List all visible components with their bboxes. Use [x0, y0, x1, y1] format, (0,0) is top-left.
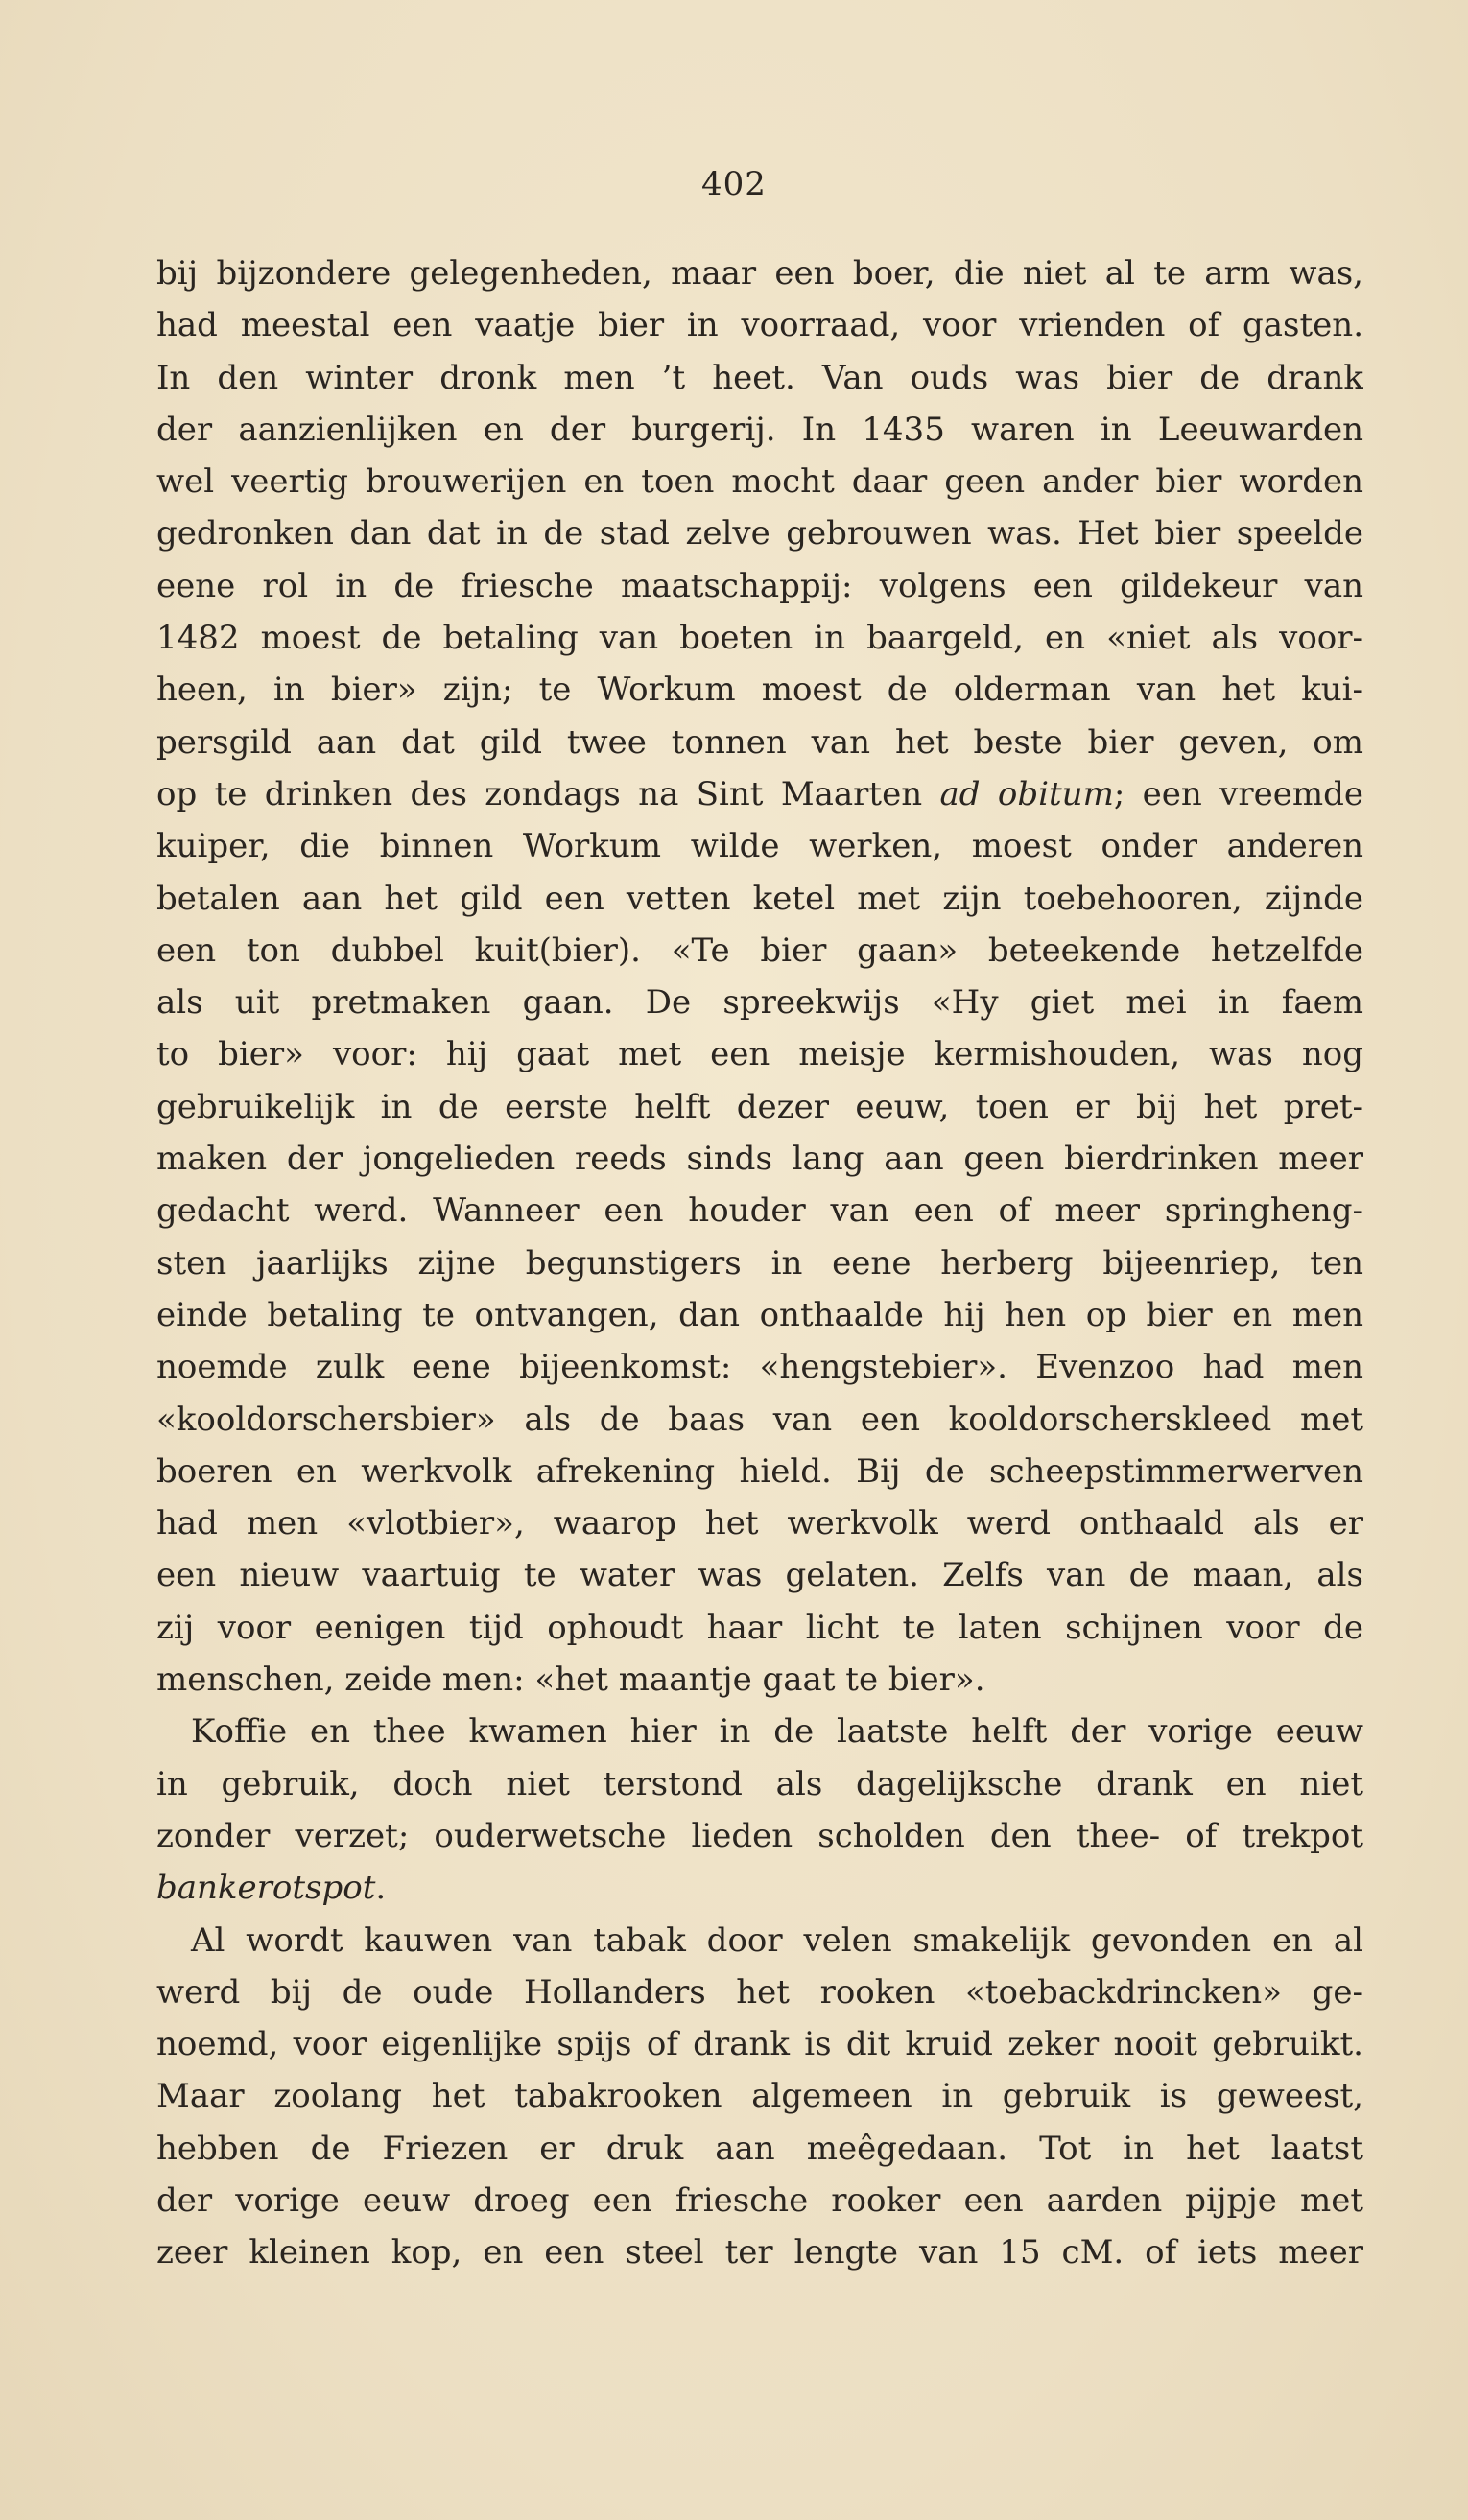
- line-text: «kooldorschersbier» als de baas van een kooldorscherskleed met: [156, 1400, 1363, 1439]
- text-line: [156, 717, 1363, 768]
- line-text: een nieuw vaartuig te water was gelaten. Zelfs van de maan, als: [156, 1556, 1363, 1595]
- text-line: [156, 1081, 1363, 1133]
- text-line: [156, 1602, 1363, 1654]
- text-line: [156, 1758, 1363, 1810]
- text-line: [156, 1654, 1363, 1706]
- line-text: zonder verzet; ouderwetsche lieden scholden den thee- of trekpot: [156, 1816, 1363, 1855]
- text-line: [156, 768, 1363, 820]
- text-line: [156, 404, 1363, 456]
- text-line: [156, 1497, 1363, 1549]
- line-text: betalen aan het gild een vetten ketel met zijn toebehooren, zijnde: [156, 879, 1363, 918]
- line-text: to bier» voor: hij gaat met een meisje kermishouden, was nog: [156, 1035, 1363, 1074]
- line-text: sten jaarlijks zijne begunstigers in eene herberg bijeenriep, ten: [156, 1243, 1363, 1283]
- text-line: [156, 299, 1363, 351]
- line-text: Al wordt kauwen van tabak door velen smakelijk gevonden en al: [191, 1920, 1363, 1960]
- line-text: Koffie en thee kwamen hier in de laatste helft der vorige eeuw: [191, 1712, 1363, 1752]
- italic-text: bankerotspot: [156, 1869, 376, 1908]
- text-line: [156, 2175, 1363, 2226]
- line-text: der aanzienlijken en der burgerij. In 1435 waren in Leeuwarden: [156, 410, 1363, 449]
- text-line: [156, 1967, 1363, 2018]
- text-line: [156, 1341, 1363, 1393]
- text-line: [156, 2018, 1363, 2070]
- line-text: zeer kleinen kop, en een steel ter lengte van 15 cM. of iets meer: [156, 2233, 1363, 2273]
- text-line: [156, 1028, 1363, 1080]
- text-line: [156, 1394, 1363, 1446]
- text-line: [156, 2123, 1363, 2175]
- text-line: [156, 456, 1363, 507]
- body-text: [156, 247, 1363, 2279]
- text-line: [156, 1185, 1363, 1236]
- line-text: hebben de Friezen er druk aan meêgedaan. Tot in het laatst: [156, 2129, 1363, 2168]
- line-text: boeren en werkvolk afrekening hield. Bij de scheepstimmerwerven: [156, 1451, 1363, 1491]
- text-line: [156, 2070, 1363, 2122]
- line-text: zij voor eenigen tijd ophoudt haar licht te laten schijnen voor de: [156, 1608, 1363, 1647]
- line-text: Maar zoolang het tabakrooken algemeen in gebruik is geweest,: [156, 2077, 1363, 2116]
- line-text: in gebruik, doch niet terstond als dagelijksche drank en niet: [156, 1764, 1363, 1803]
- line-text: bij bijzondere gelegenheden, maar een boer, die niet al te arm was,: [156, 254, 1363, 293]
- line-text: kuiper, die binnen Workum wilde werken, moest onder anderen: [156, 827, 1363, 866]
- text-line: [156, 560, 1363, 612]
- text-line: [156, 1446, 1363, 1497]
- italic-text: ad obitum: [939, 774, 1114, 813]
- line-text: eene rol in de friesche maatschappij: volgens een gildekeur van: [156, 566, 1363, 605]
- line-text: wel veertig brouwerijen en toen mocht daar geen ander bier worden: [156, 462, 1363, 502]
- line-text: In den winter dronk men ’t heet. Van ouds was bier de drank: [156, 358, 1363, 397]
- text-line: [156, 873, 1363, 925]
- text-line: [156, 1810, 1363, 1862]
- text-line: [156, 1549, 1363, 1601]
- line-text: menschen, zeide men: «het maantje gaat te bier».: [156, 1660, 985, 1700]
- text-line: [156, 664, 1363, 716]
- text-line: [156, 820, 1363, 872]
- text-line: [156, 1289, 1363, 1341]
- line-text: maken der jongelieden reeds sinds lang aan geen bierdrinken meer: [156, 1140, 1363, 1179]
- line-text: ; een vreemde: [1113, 774, 1363, 813]
- line-text: had meestal een vaatje bier in voorraad, voor vrienden of gasten.: [156, 306, 1363, 345]
- line-text: een ton dubbel kuit(bier). «Te bier gaan» beteekende hetzelfde: [156, 930, 1363, 970]
- text-line: [156, 1862, 1363, 1914]
- line-text: op te drinken des zondags na Sint Maarten: [156, 774, 940, 813]
- text-line: [156, 925, 1363, 977]
- text-line: [156, 2226, 1363, 2278]
- page-number: 402: [701, 165, 767, 203]
- line-text: persgild aan dat gild twee tonnen van het beste bier geven, om: [156, 722, 1363, 762]
- line-text: 1482 moest de betaling van boeten in baargeld, en «niet als voor-: [156, 619, 1363, 658]
- line-text: noemd, voor eigenlijke spijs of drank is dit kruid zeker nooit gebruikt.: [156, 2025, 1363, 2064]
- text-line: [156, 247, 1363, 299]
- line-text: had men «vlotbier», waarop het werkvolk werd onthaald als er: [156, 1504, 1363, 1543]
- text-line: [156, 977, 1363, 1028]
- text-line: [156, 507, 1363, 559]
- text-line: [156, 1915, 1363, 1967]
- line-text: gedronken dan dat in de stad zelve gebrouwen was. Het bier speelde: [156, 514, 1363, 553]
- text-line: [156, 1237, 1363, 1289]
- text-line: [156, 612, 1363, 664]
- line-text: heen, in bier» zijn; te Workum moest de olderman van het kui-: [156, 671, 1363, 710]
- line-text: gebruikelijk in de eerste helft dezer eeuw, toen er bij het pret-: [156, 1087, 1363, 1126]
- line-text: .: [375, 1869, 387, 1908]
- line-text: noemde zulk eene bijeenkomst: «hengstebier». Evenzoo had men: [156, 1348, 1363, 1387]
- line-text: einde betaling te ontvangen, dan onthaalde hij hen op bier en men: [156, 1295, 1363, 1334]
- text-line: [156, 352, 1363, 404]
- line-text: gedacht werd. Wanneer een houder van een of meer springheng-: [156, 1191, 1363, 1231]
- line-text: der vorige eeuw droeg een friesche rooker een aarden pijpje met: [156, 2180, 1363, 2220]
- line-text: werd bij de oude Hollanders het rooken «toebackdrincken» ge-: [156, 1972, 1363, 2012]
- line-text: als uit pretmaken gaan. De spreekwijs «Hy giet mei in faem: [156, 983, 1363, 1023]
- text-line: [156, 1133, 1363, 1185]
- text-line: [156, 1706, 1363, 1757]
